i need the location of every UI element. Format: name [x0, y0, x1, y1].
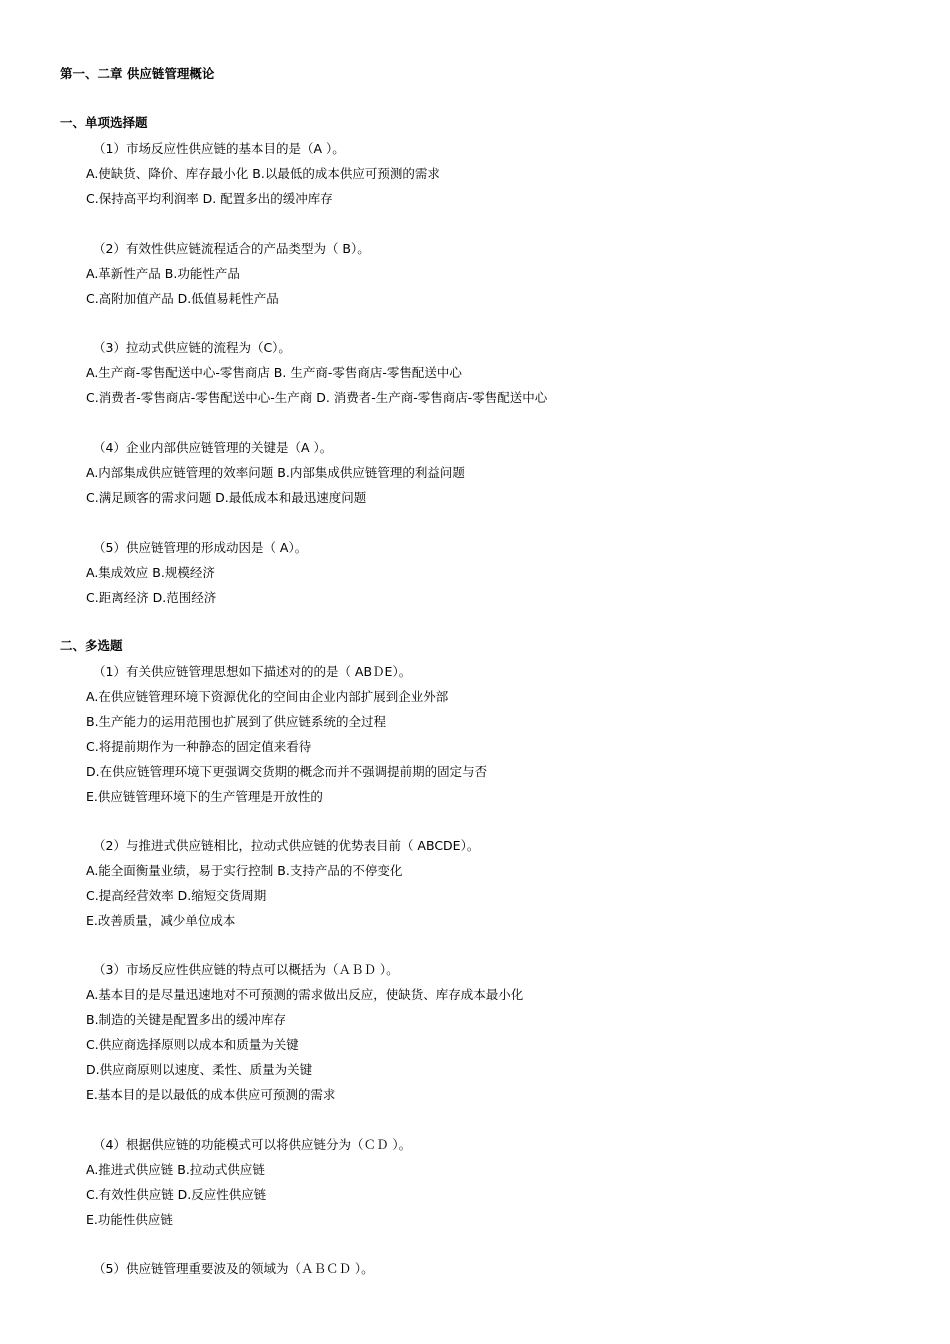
- question-option: A.生产商-零售配送中心-零售商店 B. 生产商-零售商店-零售配送中心: [86, 365, 462, 380]
- question-block: [86, 435, 906, 510]
- question-option: A.能全面衡量业绩，易于实行控制 B.支持产品的不停变化: [86, 863, 403, 878]
- question-option: C.高附加值产品 D.低值易耗性产品: [86, 291, 279, 306]
- question-option: A.革新性产品 B.功能性产品: [86, 266, 240, 281]
- question-option: C.消费者-零售商店-零售配送中心-生产商 D. 消费者-生产商-零售商店-零售配送中心: [86, 390, 548, 405]
- question-stem: （5）供应链管理的形成动因是（ A）。: [93, 540, 308, 555]
- question-block: [86, 1132, 906, 1232]
- question-stem: （3）拉动式供应链的流程为（C）。: [93, 340, 291, 355]
- question-option: C.将提前期作为一种静态的固定值来看待: [86, 739, 312, 754]
- question-stem: （1）有关供应链管理思想如下描述对的的是（ ABＤE）。: [93, 664, 412, 679]
- question-option: E.基本目的是以最低的成本供应可预测的需求: [86, 1087, 336, 1102]
- question-option: E.功能性供应链: [86, 1212, 173, 1227]
- question-option: B.生产能力的运用范围也扩展到了供应链系统的全过程: [86, 714, 387, 729]
- question-stem: （5）供应链管理重要波及的领域为（ＡＢＣＤ ）。: [93, 1261, 374, 1276]
- question-option: A.基本目的是尽量迅速地对不可预测的需求做出反应，使缺货、库存成本最小化: [86, 987, 524, 1002]
- question-option: E.供应链管理环境下的生产管理是开放性的: [86, 789, 323, 804]
- question-block: [86, 335, 906, 410]
- question-option: D.在供应链管理环境下更强调交货期的概念而并不强调提前期的固定与否: [86, 764, 488, 779]
- question-option: D.供应商原则以速度、柔性、质量为关键: [86, 1062, 313, 1077]
- question-option: C.有效性供应链 D.反应性供应链: [86, 1187, 267, 1202]
- question-block: [86, 236, 906, 311]
- question-block: [86, 136, 906, 211]
- question-option: A.内部集成供应链管理的效率问题 B.内部集成供应链管理的利益问题: [86, 465, 465, 480]
- question-option: C.供应商选择原则以成本和质量为关键: [86, 1037, 299, 1052]
- question-stem: （4）根据供应链的功能模式可以将供应链分为（ＣＤ ）。: [93, 1137, 412, 1152]
- question-stem: （3）市场反应性供应链的特点可以概括为（ＡＢＤ ）。: [93, 962, 399, 977]
- question-stem: （1）市场反应性供应链的基本目的是（A ）。: [93, 141, 345, 156]
- question-option: A.推进式供应链 B.拉动式供应链: [86, 1162, 265, 1177]
- question-option: C.满足顾客的需求问题 D.最低成本和最迅速度问题: [86, 490, 367, 505]
- question-option: B.制造的关键是配置多出的缓冲库存: [86, 1012, 287, 1027]
- question-block: [86, 535, 906, 610]
- question-option: A.在供应链管理环境下资源优化的空间由企业内部扩展到企业外部: [86, 689, 449, 704]
- question-option: C.距离经济 D.范围经济: [86, 590, 217, 605]
- question-option: C.保持高平均利润率 D. 配置多出的缓冲库存: [86, 191, 333, 206]
- question-option: C.提高经营效率 D.缩短交货周期: [86, 888, 267, 903]
- question-stem: （2）与推进式供应链相比，拉动式供应链的优势表目前（ ABCDE）。: [93, 838, 480, 853]
- question-option: A.集成效应 B.规模经济: [86, 565, 215, 580]
- section-heading-single-choice: 一、单项选择题: [60, 115, 148, 130]
- chapter-title: 第一、二章 供应链管理概论: [60, 66, 215, 81]
- question-block: [86, 1256, 906, 1281]
- question-block: [86, 957, 906, 1107]
- question-option: E.改善质量，减少单位成本: [86, 913, 236, 928]
- section-heading-multiple-choice: 二、多选题: [60, 638, 123, 653]
- question-block: [86, 659, 906, 809]
- question-stem: （2）有效性供应链流程适合的产品类型为（ B）。: [93, 241, 370, 256]
- question-option: A.使缺货、降价、库存最小化 B.以最低的成本供应可预测的需求: [86, 166, 440, 181]
- question-stem: （4）企业内部供应链管理的关键是（A ）。: [93, 440, 333, 455]
- question-block: [86, 833, 906, 933]
